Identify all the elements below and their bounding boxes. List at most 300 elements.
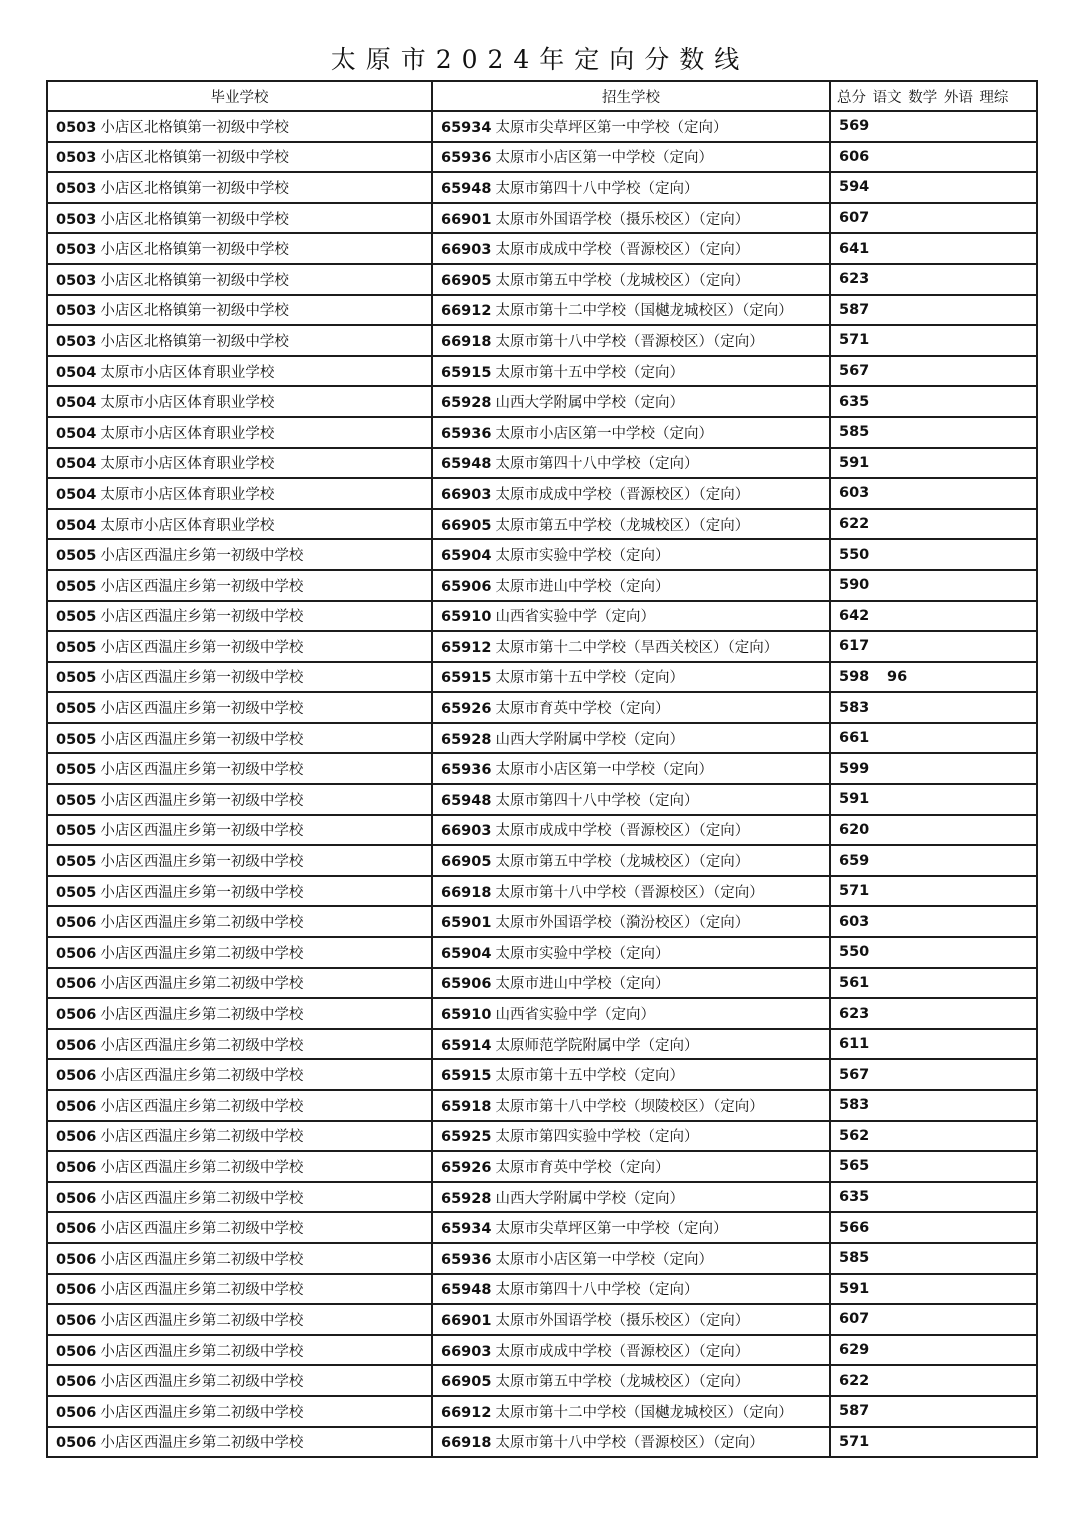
total-score: 591	[839, 454, 870, 471]
admission-school-name: 太原市第四十八中学校（定向）	[495, 180, 699, 197]
graduate-school-name: 小店区西温庄乡第二初级中学校	[100, 1129, 304, 1146]
admission-school-code: 65928	[441, 1190, 492, 1207]
admission-school-code: 66905	[441, 517, 492, 534]
total-score: 591	[839, 791, 870, 808]
graduate-school-name: 小店区北格镇第一初级中学校	[100, 242, 289, 259]
admission-school-code: 65915	[441, 1068, 492, 1085]
graduate-school-name: 小店区西温庄乡第二初级中学校	[100, 1374, 304, 1391]
admission-school-cell	[432, 509, 830, 540]
score-cell	[830, 570, 1037, 601]
graduate-school-name: 小店区西温庄乡第一初级中学校	[100, 792, 304, 809]
score-cell	[830, 172, 1037, 203]
table-row	[47, 998, 1037, 1029]
table-row	[47, 968, 1037, 999]
admission-school-code: 66918	[441, 1435, 492, 1452]
graduate-school-name: 太原市小店区体育职业学校	[100, 425, 275, 442]
total-score: 585	[839, 1250, 870, 1267]
admission-school-cell	[432, 1274, 830, 1305]
score-cell	[830, 264, 1037, 295]
table-row	[47, 203, 1037, 234]
admission-school-name: 山西大学附属中学校（定向）	[495, 731, 684, 748]
admission-school-cell	[432, 417, 830, 448]
table-row	[47, 1212, 1037, 1243]
admission-school-code: 65936	[441, 762, 492, 779]
graduate-school-code: 0506	[56, 1312, 97, 1329]
admission-school-code: 65948	[441, 1282, 492, 1299]
score-cell	[830, 753, 1037, 784]
total-score: 550	[839, 546, 870, 563]
chinese-score: 96	[887, 668, 908, 685]
graduate-school-code: 0506	[56, 1221, 97, 1238]
admission-school-name: 太原市第五中学校（龙城校区）（定向）	[495, 517, 750, 534]
table-row	[47, 356, 1037, 387]
admission-school-name: 太原市第十八中学校（晋源校区）（定向）	[495, 333, 764, 350]
graduate-school-cell	[47, 968, 432, 999]
table-row	[47, 1121, 1037, 1152]
admission-school-name: 太原市小店区第一中学校（定向）	[495, 425, 713, 442]
score-cell	[830, 876, 1037, 907]
graduate-school-cell	[47, 1090, 432, 1121]
graduate-school-code: 0506	[56, 1282, 97, 1299]
table-row	[47, 1396, 1037, 1427]
admission-school-cell	[432, 968, 830, 999]
admission-school-code: 66901	[441, 1312, 492, 1329]
score-cell	[830, 692, 1037, 723]
admission-school-name: 太原市外国语学校（摄乐校区）（定向）	[495, 211, 750, 228]
admission-school-code: 66912	[441, 1404, 492, 1421]
admission-school-cell	[432, 448, 830, 479]
admission-school-name: 太原市第五中学校（龙城校区）（定向）	[495, 854, 750, 871]
admission-school-code: 66903	[441, 823, 492, 840]
score-cell	[830, 1427, 1037, 1458]
score-cell	[830, 386, 1037, 417]
header-graduate-school: 毕业学校	[47, 81, 432, 111]
graduate-school-cell	[47, 998, 432, 1029]
total-score: 571	[839, 1433, 870, 1450]
graduate-school-cell	[47, 1335, 432, 1366]
admission-school-cell	[432, 1212, 830, 1243]
admission-school-name: 太原市实验中学校（定向）	[495, 548, 670, 565]
admission-school-cell	[432, 601, 830, 632]
graduate-school-cell	[47, 478, 432, 509]
table-row	[47, 386, 1037, 417]
admission-school-code: 65915	[441, 670, 492, 687]
total-score: 571	[839, 883, 870, 900]
admission-school-cell	[432, 570, 830, 601]
total-score: 629	[839, 1342, 870, 1359]
table-row	[47, 1335, 1037, 1366]
table-row	[47, 845, 1037, 876]
admission-school-name: 太原市尖草坪区第一中学校（定向）	[495, 1221, 728, 1238]
graduate-school-code: 0504	[56, 456, 97, 473]
admission-school-code: 65936	[441, 150, 492, 167]
graduate-school-cell	[47, 233, 432, 264]
graduate-school-name: 小店区西温庄乡第一初级中学校	[100, 701, 304, 718]
score-cell	[830, 601, 1037, 632]
admission-school-cell	[432, 815, 830, 846]
admission-school-name: 太原市外国语学校（摄乐校区）（定向）	[495, 1312, 750, 1329]
graduate-school-code: 0504	[56, 364, 97, 381]
graduate-school-cell	[47, 662, 432, 693]
graduate-school-name: 小店区西温庄乡第二初级中学校	[100, 915, 304, 932]
graduate-school-code: 0504	[56, 486, 97, 503]
graduate-school-cell	[47, 1151, 432, 1182]
admission-school-cell	[432, 1304, 830, 1335]
admission-school-name: 山西大学附属中学校（定向）	[495, 395, 684, 412]
graduate-school-code: 0505	[56, 731, 97, 748]
admission-school-cell	[432, 172, 830, 203]
graduate-school-cell	[47, 601, 432, 632]
admission-school-code: 65928	[441, 731, 492, 748]
total-score: 550	[839, 944, 870, 961]
admission-school-code: 66903	[441, 1343, 492, 1360]
total-score: 617	[839, 638, 870, 655]
total-score: 659	[839, 852, 870, 869]
admission-school-name: 太原市成成中学校（晋源校区）（定向）	[495, 823, 750, 840]
admission-school-cell	[432, 753, 830, 784]
graduate-school-name: 小店区西温庄乡第二初级中学校	[100, 1343, 304, 1360]
score-cell	[830, 539, 1037, 570]
graduate-school-code: 0503	[56, 180, 97, 197]
graduate-school-name: 小店区西温庄乡第二初级中学校	[100, 1404, 304, 1421]
graduate-school-name: 小店区北格镇第一初级中学校	[100, 333, 289, 350]
admission-school-code: 65926	[441, 1159, 492, 1176]
admission-school-code: 66912	[441, 303, 492, 320]
admission-school-name: 太原市育英中学校（定向）	[495, 701, 670, 718]
graduate-school-code: 0506	[56, 1404, 97, 1421]
graduate-school-code: 0505	[56, 884, 97, 901]
total-score: 594	[839, 179, 870, 196]
admission-school-code: 66918	[441, 333, 492, 350]
total-score: 606	[839, 148, 870, 165]
graduate-school-code: 0505	[56, 670, 97, 687]
score-cell	[830, 325, 1037, 356]
graduate-school-code: 0506	[56, 1007, 97, 1024]
graduate-school-cell	[47, 1212, 432, 1243]
admission-school-code: 66903	[441, 242, 492, 259]
graduate-school-name: 太原市小店区体育职业学校	[100, 486, 275, 503]
graduate-school-name: 小店区北格镇第一初级中学校	[100, 150, 289, 167]
table-row	[47, 937, 1037, 968]
graduate-school-cell	[47, 295, 432, 326]
graduate-school-name: 小店区西温庄乡第二初级中学校	[100, 1098, 304, 1115]
graduate-school-code: 0506	[56, 1037, 97, 1054]
total-score: 623	[839, 1005, 870, 1022]
score-cell	[830, 1029, 1037, 1060]
admission-school-name: 太原市小店区第一中学校（定向）	[495, 1251, 713, 1268]
graduate-school-code: 0503	[56, 333, 97, 350]
score-cell	[830, 478, 1037, 509]
total-score: 607	[839, 210, 870, 227]
admission-school-cell	[432, 1121, 830, 1152]
admission-school-name: 山西省实验中学（定向）	[495, 609, 655, 626]
admission-school-cell	[432, 264, 830, 295]
total-score: 661	[839, 730, 870, 747]
score-cell	[830, 1182, 1037, 1213]
graduate-school-name: 小店区西温庄乡第一初级中学校	[100, 854, 304, 871]
table-row	[47, 1151, 1037, 1182]
score-cell	[830, 1121, 1037, 1152]
graduate-school-name: 小店区北格镇第一初级中学校	[100, 180, 289, 197]
graduate-school-cell	[47, 325, 432, 356]
graduate-school-cell	[47, 356, 432, 387]
admission-school-name: 山西省实验中学（定向）	[495, 1007, 655, 1024]
admission-school-code: 65934	[441, 119, 492, 136]
admission-school-cell	[432, 1427, 830, 1458]
admission-school-cell	[432, 295, 830, 326]
graduate-school-code: 0503	[56, 211, 97, 228]
total-score: 607	[839, 1311, 870, 1328]
graduate-school-code: 0505	[56, 609, 97, 626]
graduate-school-name: 太原市小店区体育职业学校	[100, 456, 275, 473]
graduate-school-code: 0506	[56, 1098, 97, 1115]
graduate-school-code: 0506	[56, 945, 97, 962]
graduate-school-cell	[47, 142, 432, 173]
admission-school-cell	[432, 1029, 830, 1060]
graduate-school-code: 0503	[56, 119, 97, 136]
graduate-school-cell	[47, 876, 432, 907]
admission-school-name: 太原市第五中学校（龙城校区）（定向）	[495, 272, 750, 289]
graduate-school-cell	[47, 1121, 432, 1152]
graduate-school-name: 小店区西温庄乡第二初级中学校	[100, 976, 304, 993]
graduate-school-code: 0505	[56, 823, 97, 840]
graduate-school-cell	[47, 172, 432, 203]
score-cell	[830, 937, 1037, 968]
total-score: 567	[839, 363, 870, 380]
graduate-school-name: 小店区西温庄乡第一初级中学校	[100, 578, 304, 595]
total-score: 561	[839, 974, 870, 991]
table-row	[47, 906, 1037, 937]
admission-school-code: 65901	[441, 915, 492, 932]
graduate-school-code: 0506	[56, 915, 97, 932]
admission-school-code: 65912	[441, 639, 492, 656]
graduate-school-name: 小店区西温庄乡第二初级中学校	[100, 1159, 304, 1176]
score-cell	[830, 845, 1037, 876]
admission-school-name: 太原市第四十八中学校（定向）	[495, 1282, 699, 1299]
graduate-school-code: 0503	[56, 272, 97, 289]
admission-school-code: 66901	[441, 211, 492, 228]
admission-school-cell	[432, 203, 830, 234]
admission-school-name: 太原市第十五中学校（定向）	[495, 670, 684, 687]
admission-school-code: 65906	[441, 976, 492, 993]
graduate-school-cell	[47, 1396, 432, 1427]
admission-school-name: 太原市尖草坪区第一中学校（定向）	[495, 119, 728, 136]
graduate-school-cell	[47, 937, 432, 968]
admission-school-name: 太原市第四十八中学校（定向）	[495, 792, 699, 809]
table-row	[47, 570, 1037, 601]
admission-school-cell	[432, 1396, 830, 1427]
graduate-school-code: 0506	[56, 1251, 97, 1268]
score-cell	[830, 968, 1037, 999]
score-cell	[830, 509, 1037, 540]
admission-school-cell	[432, 142, 830, 173]
graduate-school-name: 太原市小店区体育职业学校	[100, 364, 275, 381]
score-cell	[830, 1212, 1037, 1243]
graduate-school-code: 0506	[56, 1068, 97, 1085]
total-score: 622	[839, 516, 870, 533]
page-title: 太原市2024年定向分数线	[330, 45, 750, 74]
admission-school-cell	[432, 906, 830, 937]
graduate-school-cell	[47, 1059, 432, 1090]
total-score: 620	[839, 821, 870, 838]
admission-school-cell	[432, 1243, 830, 1274]
graduate-school-name: 小店区西温庄乡第二初级中学校	[100, 1282, 304, 1299]
graduate-school-cell	[47, 753, 432, 784]
table-row	[47, 539, 1037, 570]
admission-school-cell	[432, 325, 830, 356]
admission-school-cell	[432, 1335, 830, 1366]
total-score: 567	[839, 1066, 870, 1083]
total-score: 635	[839, 393, 870, 410]
admission-school-name: 太原市成成中学校（晋源校区）（定向）	[495, 1343, 750, 1360]
graduate-school-name: 小店区西温庄乡第二初级中学校	[100, 945, 304, 962]
table-body	[47, 111, 1037, 1457]
graduate-school-cell	[47, 417, 432, 448]
table-row	[47, 142, 1037, 173]
graduate-school-cell	[47, 539, 432, 570]
table-row	[47, 325, 1037, 356]
graduate-school-code: 0506	[56, 1435, 97, 1452]
admission-school-name: 太原市第十二中学校（国樾龙城校区）（定向）	[495, 303, 793, 320]
admission-school-cell	[432, 692, 830, 723]
admission-school-cell	[432, 723, 830, 754]
admission-school-name: 太原市第十五中学校（定向）	[495, 364, 684, 381]
score-cell	[830, 631, 1037, 662]
admission-school-cell	[432, 1151, 830, 1182]
admission-school-name: 太原市进山中学校（定向）	[495, 976, 670, 993]
admission-school-name: 太原市第四十八中学校（定向）	[495, 456, 699, 473]
graduate-school-name: 小店区北格镇第一初级中学校	[100, 211, 289, 228]
admission-school-name: 太原市第十五中学校（定向）	[495, 1068, 684, 1085]
graduate-school-code: 0505	[56, 701, 97, 718]
graduate-school-code: 0506	[56, 976, 97, 993]
admission-school-name: 太原市小店区第一中学校（定向）	[495, 150, 713, 167]
score-cell	[830, 1335, 1037, 1366]
total-score: 585	[839, 424, 870, 441]
admission-school-code: 66918	[441, 884, 492, 901]
admission-school-code: 65915	[441, 364, 492, 381]
table-row	[47, 1427, 1037, 1458]
admission-school-code: 66905	[441, 1374, 492, 1391]
total-score: 641	[839, 240, 870, 257]
total-score: 587	[839, 301, 870, 318]
graduate-school-name: 小店区西温庄乡第二初级中学校	[100, 1037, 304, 1054]
admission-school-name: 山西大学附属中学校（定向）	[495, 1190, 684, 1207]
graduate-school-code: 0505	[56, 854, 97, 871]
total-score: 583	[839, 699, 870, 716]
admission-school-code: 65948	[441, 792, 492, 809]
score-cell	[830, 356, 1037, 387]
graduate-school-cell	[47, 692, 432, 723]
table-row	[47, 753, 1037, 784]
table-row	[47, 1059, 1037, 1090]
admission-school-code: 65926	[441, 701, 492, 718]
table-row	[47, 111, 1037, 142]
table-row	[47, 478, 1037, 509]
total-score: 565	[839, 1158, 870, 1175]
admission-school-name: 太原市第十二中学校（国樾龙城校区）（定向）	[495, 1404, 793, 1421]
graduate-school-cell	[47, 845, 432, 876]
table-row	[47, 264, 1037, 295]
total-score: 562	[839, 1127, 870, 1144]
admission-school-name: 太原市第五中学校（龙城校区）（定向）	[495, 1374, 750, 1391]
graduate-school-cell	[47, 1365, 432, 1396]
table-row	[47, 876, 1037, 907]
graduate-school-name: 小店区西温庄乡第二初级中学校	[100, 1435, 304, 1452]
graduate-school-code: 0504	[56, 517, 97, 534]
graduate-school-cell	[47, 784, 432, 815]
total-score: 569	[839, 118, 870, 135]
total-score: 590	[839, 577, 870, 594]
admission-school-code: 65934	[441, 1221, 492, 1238]
admission-school-cell	[432, 845, 830, 876]
score-cell	[830, 448, 1037, 479]
graduate-school-cell	[47, 815, 432, 846]
graduate-school-name: 小店区西温庄乡第一初级中学校	[100, 670, 304, 687]
admission-school-code: 65925	[441, 1129, 492, 1146]
score-cell	[830, 815, 1037, 846]
table-row	[47, 1029, 1037, 1060]
graduate-school-name: 小店区西温庄乡第一初级中学校	[100, 884, 304, 901]
admission-school-code: 66905	[441, 854, 492, 871]
score-cell	[830, 998, 1037, 1029]
total-score: 623	[839, 271, 870, 288]
header-scores: 总分 语文 数学 外语 理综	[830, 81, 1037, 111]
graduate-school-cell	[47, 906, 432, 937]
total-score: 587	[839, 1403, 870, 1420]
total-score: 603	[839, 913, 870, 930]
table-row	[47, 601, 1037, 632]
graduate-school-code: 0504	[56, 425, 97, 442]
graduate-school-name: 小店区西温庄乡第二初级中学校	[100, 1007, 304, 1024]
table-row	[47, 1090, 1037, 1121]
graduate-school-name: 小店区西温庄乡第一初级中学校	[100, 731, 304, 748]
admission-school-cell	[432, 386, 830, 417]
admission-school-cell	[432, 662, 830, 693]
score-cell	[830, 295, 1037, 326]
table-row	[47, 448, 1037, 479]
graduate-school-name: 小店区北格镇第一初级中学校	[100, 303, 289, 320]
admission-school-name: 太原市第四实验中学校（定向）	[495, 1129, 699, 1146]
score-cell	[830, 1243, 1037, 1274]
total-score: 566	[839, 1219, 870, 1236]
graduate-school-name: 小店区西温庄乡第二初级中学校	[100, 1190, 304, 1207]
table-row	[47, 631, 1037, 662]
admission-school-cell	[432, 1365, 830, 1396]
score-cell	[830, 1059, 1037, 1090]
admission-school-code: 65948	[441, 180, 492, 197]
admission-school-cell	[432, 1182, 830, 1213]
header-admission-school: 招生学校	[432, 81, 830, 111]
admission-school-name: 太原师范学院附属中学（定向）	[495, 1037, 699, 1054]
score-cell	[830, 906, 1037, 937]
graduate-school-name: 小店区西温庄乡第二初级中学校	[100, 1221, 304, 1238]
score-cell	[830, 1090, 1037, 1121]
admission-school-code: 65918	[441, 1098, 492, 1115]
admission-school-code: 65936	[441, 425, 492, 442]
graduate-school-cell	[47, 1029, 432, 1060]
graduate-school-cell	[47, 1274, 432, 1305]
total-score: 611	[839, 1036, 870, 1053]
admission-school-code: 65904	[441, 548, 492, 565]
score-cell	[830, 1396, 1037, 1427]
score-cell	[830, 203, 1037, 234]
graduate-school-name: 小店区西温庄乡第二初级中学校	[100, 1312, 304, 1329]
graduate-school-cell	[47, 448, 432, 479]
table-row	[47, 1365, 1037, 1396]
table-row	[47, 784, 1037, 815]
graduate-school-cell	[47, 509, 432, 540]
